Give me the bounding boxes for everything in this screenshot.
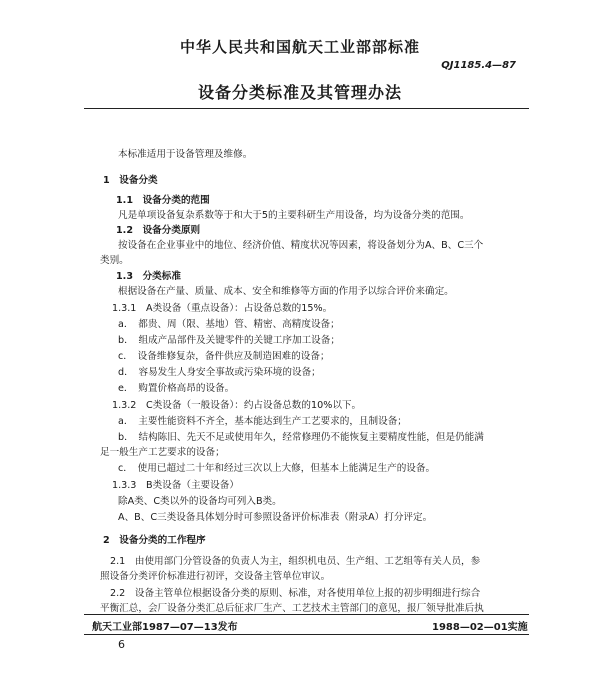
effective-date: 1988—02—01实施: [432, 622, 528, 633]
standard-code: QJ1185.4—87: [441, 60, 516, 71]
section-1-3-text: 根据设备在产量、质量、成本、安全和维修等方面的作用予以综合评价来确定。: [118, 286, 454, 297]
section-1-2-text-line1: 按设备在企业事业中的地位、经济价值、精度状况等因素，将设备划分为A、B、C三个: [118, 240, 484, 251]
section-1-2-heading: 1.2 设备分类原则: [116, 225, 201, 236]
section-1-3-3-text-b: A、B、C三类设备具体划分时可参照设备评价标准表（附录A）打分评定。: [118, 512, 433, 523]
section-1-3-2: 1.3.2 C类设备（一般设备）：约占设备总数的10%以下。: [112, 400, 362, 411]
section-1-3-1-item-c: c． 设备维修复杂，备件供应及制造困难的设备；: [118, 351, 330, 362]
section-2-heading: 2 设备分类的工作程序: [103, 535, 206, 546]
section-2-1-line2: 照设备分类评价标准进行初评，交设备主管单位审议。: [100, 571, 331, 582]
section-1-3-2-item-b-line2: 足一般生产工艺要求的设备；: [100, 447, 225, 458]
section-1-3-1-item-b: b． 组成产品部件及关键零件的关键工序加工设备；: [118, 335, 340, 346]
issuing-organization: 中华人民共和国航天工业部部标准: [179, 38, 420, 56]
top-divider: [84, 108, 529, 109]
section-2-2-line2: 平衡汇总，会厂设备分类汇总后征求厂生产、工艺技术主管部门的意见，报厂领导批准后执: [100, 603, 484, 614]
section-2-2-line1: 2.2 设备主管单位根据设备分类的原则、标准，对各使用单位上报的初步明细进行综合: [110, 588, 481, 599]
section-1-3-heading: 1.3 分类标准: [116, 271, 181, 282]
section-2-1-line1: 2.1 由使用部门分管设备的负责人为主，组织机电员、生产组、工艺组等有关人员，参: [110, 556, 481, 567]
section-1-3-1-item-a: a． 都贵、周（限、基地）管、精密、高精度设备；: [118, 319, 340, 330]
section-1-3-2-item-c: c． 使用已超过二十年和经过三次以上大修，但基本上能满足生产的设备。: [118, 463, 436, 474]
section-1-3-2-item-b-line1: b． 结构陈旧、先天不足或使用年久，经常修理仍不能恢复主要精度性能，但是仍能满: [118, 432, 484, 443]
section-1-2-text-line2: 类别。: [100, 255, 129, 266]
issue-date: 航天工业部1987—07—13发布: [92, 622, 238, 633]
section-1-3-1: 1.3.1 A类设备（重点设备）：占设备总数的15%。: [112, 303, 333, 314]
section-1-3-1-item-e: e． 购置价格高昂的设备。: [118, 383, 235, 394]
footer-divider-top: [84, 614, 529, 615]
section-1-3-3-text-a: 除A类、C类以外的设备均可列入B类。: [118, 496, 282, 507]
footer-divider-bottom: [84, 634, 529, 635]
page-number: 6: [118, 638, 125, 651]
section-1-3-1-item-d: d． 容易发生人身安全事故或污染环境的设备；: [118, 367, 321, 378]
document-title: 设备分类标准及其管理办法: [197, 83, 402, 102]
section-1-1-text: 凡是单项设备复杂系数等于和大于5的主要科研生产用设备，均为设备分类的范围。: [118, 210, 470, 221]
section-1-3-2-item-a: a． 主要性能资料不齐全，基本能达到生产工艺要求的，且制设备；: [118, 416, 407, 427]
section-1-3-3: 1.3.3 B类设备（主要设备）: [112, 480, 239, 491]
section-1-1-heading: 1.1 设备分类的范围: [116, 195, 210, 206]
intro-text: 本标准适用于设备管理及维修。: [118, 149, 253, 160]
section-1-heading: 1 设备分类: [103, 175, 158, 186]
